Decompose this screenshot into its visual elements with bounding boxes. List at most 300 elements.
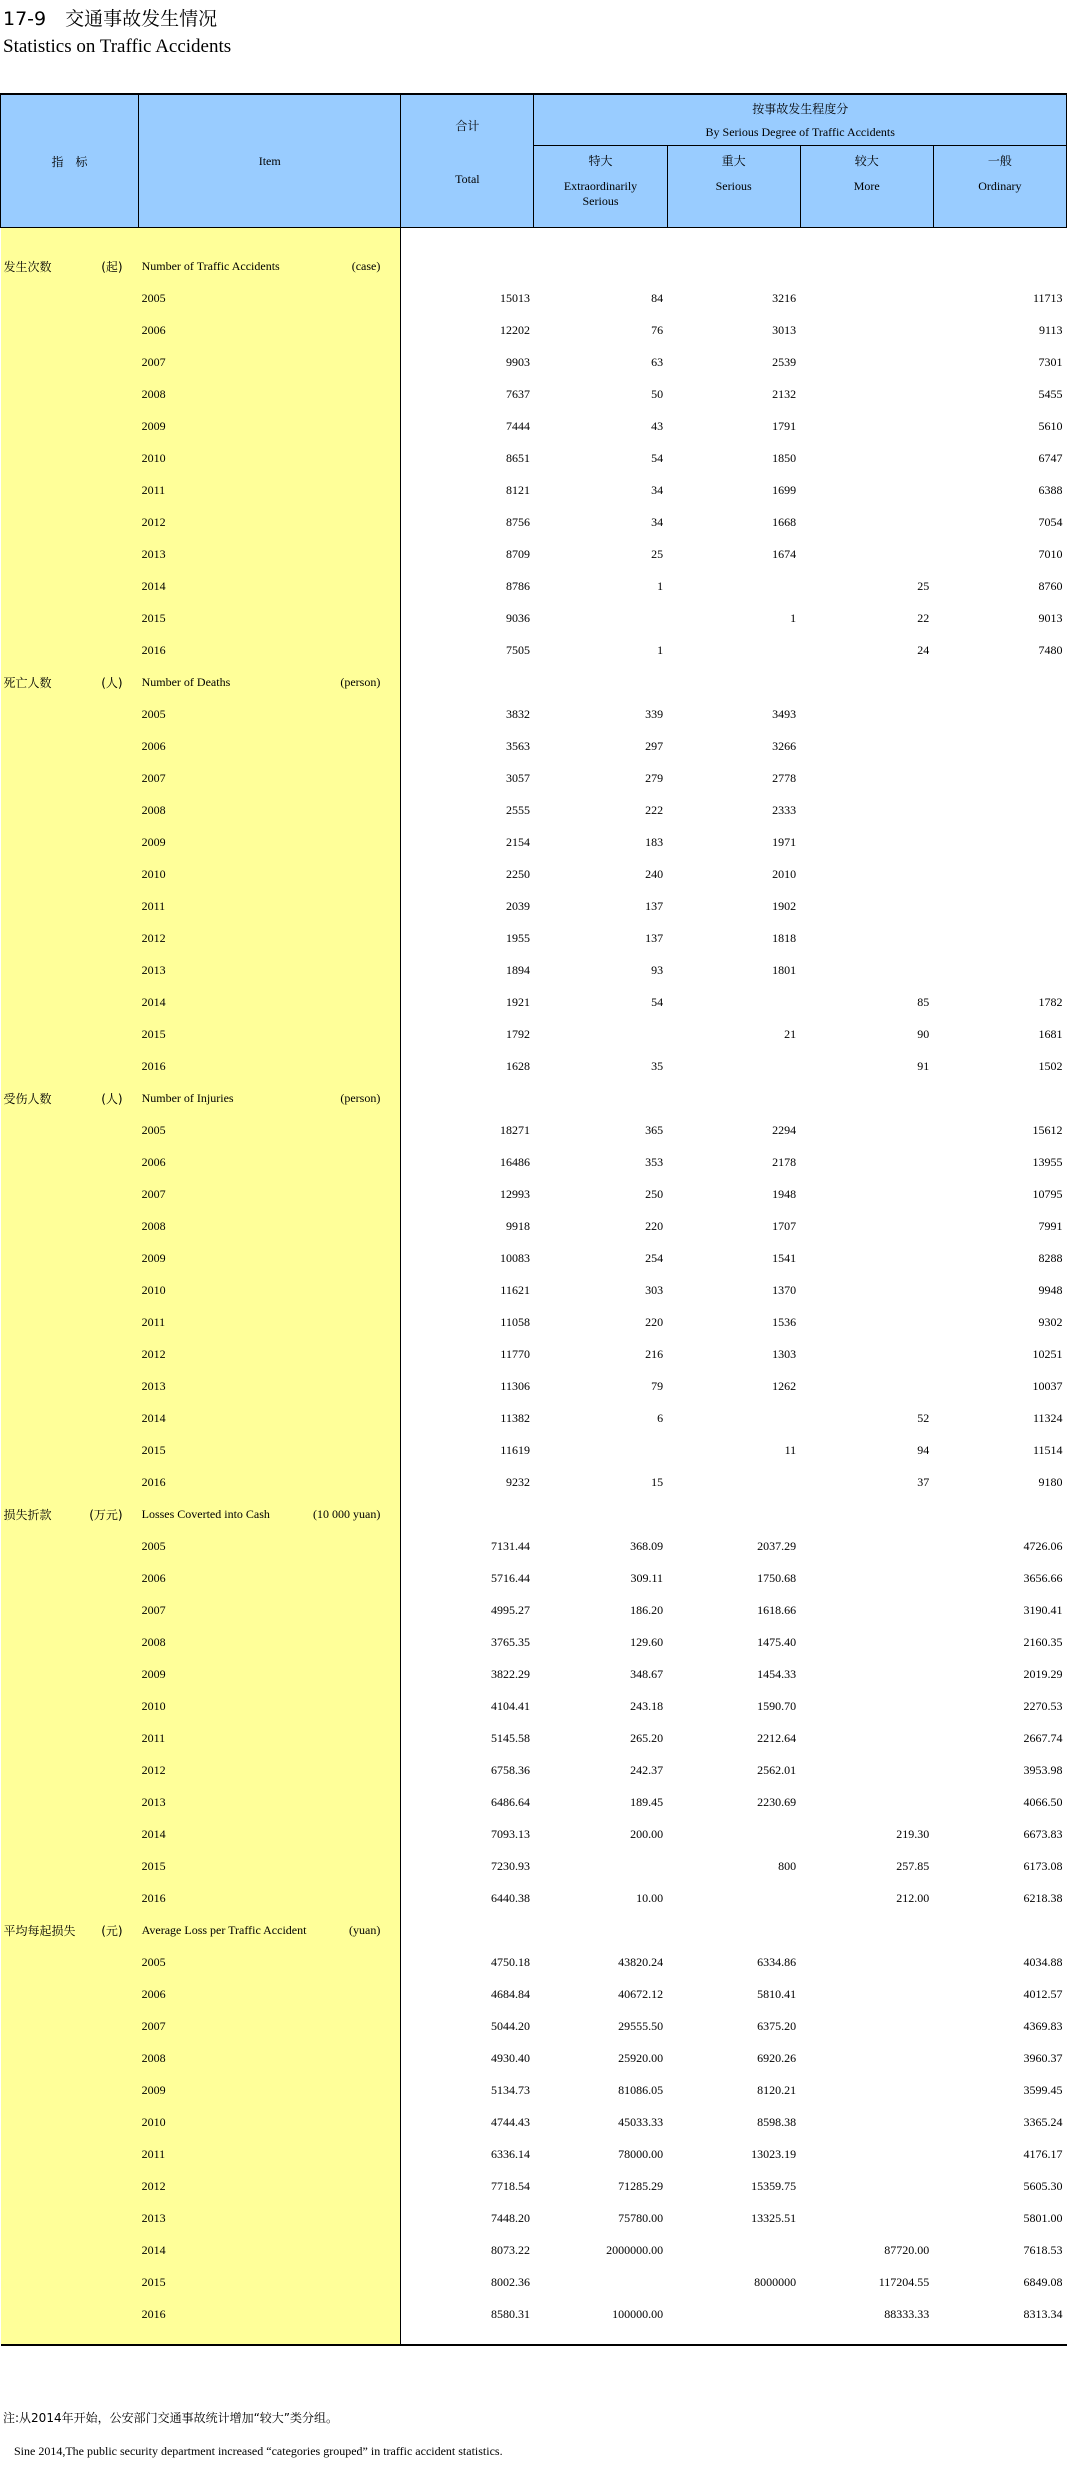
section-unit-cn: (人) bbox=[101, 675, 123, 690]
year-cell bbox=[139, 1306, 401, 1338]
extraordinary-cell: 216 bbox=[645, 1346, 664, 1361]
extraordinary-cell: 348.67 bbox=[630, 1666, 664, 1681]
year-label: 2014 bbox=[141, 1826, 166, 1841]
table-row bbox=[1, 1818, 1067, 1850]
more-cell bbox=[800, 1114, 933, 1146]
ordinary-cell bbox=[933, 698, 1066, 730]
more-cell bbox=[800, 730, 933, 762]
indicator-cell bbox=[1, 954, 139, 986]
year-cell bbox=[139, 1530, 401, 1562]
extraordinary-cell: 189.45 bbox=[630, 1794, 664, 1809]
section-name-en: Number of Injuries bbox=[141, 1090, 234, 1105]
ordinary-cell: 2160.35 bbox=[1023, 1634, 1063, 1649]
indicator-cell bbox=[1, 1690, 139, 1722]
indicator-cell bbox=[1, 410, 139, 442]
year-cell bbox=[139, 730, 401, 762]
more-cell bbox=[800, 2042, 933, 2074]
year-cell bbox=[139, 1402, 401, 1434]
table-row bbox=[1, 1946, 1067, 1978]
extraordinary-cell: 6 bbox=[657, 1410, 664, 1425]
indicator-cell bbox=[1, 1754, 139, 1786]
header-total-cn: 合计 bbox=[455, 119, 480, 133]
serious-cell bbox=[667, 1882, 800, 1914]
table-row bbox=[1, 1530, 1067, 1562]
table-row bbox=[1, 538, 1067, 570]
section-label-cn bbox=[1, 1922, 139, 1939]
empty-cell bbox=[667, 1498, 800, 1530]
more-cell bbox=[800, 794, 933, 826]
serious-cell: 8598.38 bbox=[757, 2114, 797, 2129]
table-row bbox=[1, 1754, 1067, 1786]
indicator-cell bbox=[1, 1466, 139, 1498]
year-cell bbox=[139, 1722, 401, 1754]
year-label: 2011 bbox=[141, 2146, 166, 2161]
serious-cell bbox=[667, 1402, 800, 1434]
table-row bbox=[1, 762, 1067, 794]
table-row bbox=[1, 1978, 1067, 2010]
year-label: 2006 bbox=[141, 1986, 166, 2001]
section-header-row bbox=[1, 666, 1067, 698]
empty-cell bbox=[534, 250, 667, 282]
extraordinary-cell: 45033.33 bbox=[618, 2114, 664, 2129]
header-indicator: 指 标 bbox=[1, 94, 139, 228]
ordinary-cell: 7480 bbox=[1038, 642, 1063, 657]
serious-cell bbox=[667, 986, 800, 1018]
total-cell: 4750.18 bbox=[490, 1954, 530, 1969]
header-serious-en: Serious bbox=[715, 178, 752, 193]
section-name-cn: 受伤人数 bbox=[3, 1091, 52, 1106]
ordinary-cell: 3960.37 bbox=[1023, 2050, 1063, 2065]
table-row bbox=[1, 890, 1067, 922]
total-cell: 11621 bbox=[500, 1282, 530, 1297]
year-label: 2012 bbox=[141, 1762, 166, 1777]
total-cell: 5145.58 bbox=[490, 1730, 530, 1745]
extraordinary-cell: 25920.00 bbox=[618, 2050, 664, 2065]
more-cell: 24 bbox=[917, 642, 930, 657]
more-cell bbox=[800, 1146, 933, 1178]
ordinary-cell: 10037 bbox=[1032, 1378, 1063, 1393]
year-cell bbox=[139, 2138, 401, 2170]
extraordinary-cell: 50 bbox=[651, 386, 664, 401]
table-row bbox=[1, 378, 1067, 410]
table-row bbox=[1, 1786, 1067, 1818]
indicator-cell bbox=[1, 378, 139, 410]
table-row bbox=[1, 570, 1067, 602]
extraordinary-cell: 15 bbox=[651, 1474, 664, 1489]
section-unit-en: (yuan) bbox=[349, 1922, 381, 1937]
year-label: 2016 bbox=[141, 1058, 166, 1073]
header-more bbox=[800, 146, 933, 228]
header-extra-en bbox=[534, 179, 666, 209]
total-cell: 1792 bbox=[505, 1026, 530, 1041]
table-row bbox=[1, 1690, 1067, 1722]
serious-cell: 1791 bbox=[772, 418, 797, 433]
section-indicator-cn bbox=[1, 666, 139, 698]
more-cell bbox=[800, 1274, 933, 1306]
year-label: 2010 bbox=[141, 2114, 166, 2129]
empty-cell bbox=[667, 1082, 800, 1114]
ordinary-cell: 8288 bbox=[1038, 1250, 1063, 1265]
more-cell bbox=[800, 346, 933, 378]
extraordinary-cell: 339 bbox=[645, 706, 664, 721]
more-cell bbox=[800, 1338, 933, 1370]
spacer-cell bbox=[401, 2330, 534, 2345]
indicator-cell bbox=[1, 1946, 139, 1978]
year-cell bbox=[139, 538, 401, 570]
serious-cell: 1948 bbox=[772, 1186, 797, 1201]
indicator-cell bbox=[1, 442, 139, 474]
extraordinary-cell: 303 bbox=[645, 1282, 664, 1297]
indicator-cell bbox=[1, 1050, 139, 1082]
section-header-row bbox=[1, 1498, 1067, 1530]
more-cell bbox=[800, 1786, 933, 1818]
empty-cell bbox=[933, 1498, 1066, 1530]
serious-cell: 3216 bbox=[772, 290, 797, 305]
extraordinary-cell: 250 bbox=[645, 1186, 664, 1201]
year-label: 2011 bbox=[141, 1314, 166, 1329]
indicator-cell bbox=[1, 794, 139, 826]
empty-cell bbox=[800, 666, 933, 698]
more-cell: 25 bbox=[917, 578, 930, 593]
ordinary-cell bbox=[933, 858, 1066, 890]
extraordinary-cell: 242.37 bbox=[630, 1762, 664, 1777]
year-label: 2008 bbox=[141, 2050, 166, 2065]
year-cell bbox=[139, 1882, 401, 1914]
extraordinary-cell: 186.20 bbox=[630, 1602, 664, 1617]
indicator-cell bbox=[1, 602, 139, 634]
more-cell bbox=[800, 538, 933, 570]
serious-cell: 1707 bbox=[772, 1218, 797, 1233]
more-cell: 37 bbox=[917, 1474, 930, 1489]
ordinary-cell: 7054 bbox=[1038, 514, 1063, 529]
ordinary-cell: 6849.08 bbox=[1023, 2274, 1063, 2289]
more-cell bbox=[800, 1658, 933, 1690]
section-unit-cn: (人) bbox=[101, 1091, 123, 1106]
indicator-cell bbox=[1, 858, 139, 890]
year-label: 2011 bbox=[141, 898, 166, 913]
indicator-cell bbox=[1, 2042, 139, 2074]
year-label: 2013 bbox=[141, 2210, 166, 2225]
indicator-cell bbox=[1, 730, 139, 762]
table-row bbox=[1, 474, 1067, 506]
extraordinary-cell: 35 bbox=[651, 1058, 664, 1073]
total-cell: 2250 bbox=[505, 866, 530, 881]
table-row bbox=[1, 1050, 1067, 1082]
ordinary-cell: 1681 bbox=[1038, 1026, 1063, 1041]
serious-cell: 2037.29 bbox=[757, 1538, 797, 1553]
serious-cell: 3493 bbox=[772, 706, 797, 721]
serious-cell bbox=[667, 1466, 800, 1498]
year-cell bbox=[139, 2042, 401, 2074]
more-cell bbox=[800, 474, 933, 506]
total-cell: 12993 bbox=[499, 1186, 530, 1201]
extraordinary-cell: 34 bbox=[651, 514, 664, 529]
serious-cell bbox=[667, 1050, 800, 1082]
serious-cell bbox=[667, 2234, 800, 2266]
total-cell: 8073.22 bbox=[490, 2242, 530, 2257]
serious-cell bbox=[667, 1818, 800, 1850]
section-item-en bbox=[139, 250, 401, 282]
extraordinary-cell: 129.60 bbox=[630, 1634, 664, 1649]
section-name-cn: 死亡人数 bbox=[3, 675, 52, 690]
year-cell bbox=[139, 954, 401, 986]
table-row bbox=[1, 1722, 1067, 1754]
year-label: 2015 bbox=[141, 610, 166, 625]
year-label: 2011 bbox=[141, 482, 166, 497]
spacer-cell bbox=[933, 2330, 1066, 2345]
more-cell bbox=[800, 2202, 933, 2234]
ordinary-cell: 9113 bbox=[1038, 322, 1063, 337]
empty-cell bbox=[933, 1082, 1066, 1114]
extraordinary-cell: 34 bbox=[651, 482, 664, 497]
year-cell bbox=[139, 1434, 401, 1466]
extraordinary-cell: 200.00 bbox=[630, 1826, 664, 1841]
table-row bbox=[1, 1626, 1067, 1658]
indicator-cell bbox=[1, 1370, 139, 1402]
serious-cell: 6920.26 bbox=[757, 2050, 797, 2065]
table-row bbox=[1, 1338, 1067, 1370]
header-serious bbox=[667, 146, 800, 228]
year-cell bbox=[139, 1178, 401, 1210]
spacer-cell bbox=[534, 228, 667, 251]
footnote-cn: 注:从2014年开始，公安部门交通事故统计增加“较大”类分组。 bbox=[3, 2411, 339, 2425]
ordinary-cell: 8313.34 bbox=[1023, 2306, 1063, 2321]
year-cell bbox=[139, 1946, 401, 1978]
indicator-cell bbox=[1, 1338, 139, 1370]
year-cell bbox=[139, 2106, 401, 2138]
extraordinary-cell: 243.18 bbox=[630, 1698, 664, 1713]
more-cell bbox=[800, 1978, 933, 2010]
ordinary-cell: 7301 bbox=[1038, 354, 1063, 369]
section-unit-en: (case) bbox=[351, 258, 381, 273]
header-extra-en-line1: Extraordinarily bbox=[563, 178, 638, 193]
year-label: 2007 bbox=[141, 2018, 166, 2033]
spacer-cell bbox=[800, 228, 933, 251]
indicator-cell bbox=[1, 634, 139, 666]
year-label: 2014 bbox=[141, 2242, 166, 2257]
table-row bbox=[1, 2042, 1067, 2074]
more-cell bbox=[800, 1370, 933, 1402]
serious-cell bbox=[667, 570, 800, 602]
serious-cell: 3266 bbox=[772, 738, 797, 753]
total-cell: 1628 bbox=[505, 1058, 530, 1073]
ordinary-cell: 4726.06 bbox=[1023, 1538, 1063, 1553]
year-label: 2014 bbox=[141, 994, 166, 1009]
year-cell bbox=[139, 314, 401, 346]
extraordinary-cell: 254 bbox=[645, 1250, 664, 1265]
year-label: 2006 bbox=[141, 322, 166, 337]
ordinary-cell: 10795 bbox=[1032, 1186, 1063, 1201]
indicator-cell bbox=[1, 698, 139, 730]
table-row bbox=[1, 1402, 1067, 1434]
total-cell: 5044.20 bbox=[490, 2018, 530, 2033]
serious-cell: 1303 bbox=[772, 1346, 797, 1361]
total-cell: 3832 bbox=[505, 706, 530, 721]
total-cell: 5716.44 bbox=[490, 1570, 530, 1585]
year-cell bbox=[139, 1370, 401, 1402]
table-title-en: Statistics on Traffic Accidents bbox=[3, 36, 232, 57]
table-row bbox=[1, 2074, 1067, 2106]
section-name-en: Losses Coverted into Cash bbox=[141, 1506, 270, 1521]
serious-cell: 1454.33 bbox=[757, 1666, 797, 1681]
serious-cell: 21 bbox=[784, 1026, 797, 1041]
indicator-cell bbox=[1, 1850, 139, 1882]
spacer-cell bbox=[667, 2330, 800, 2345]
indicator-cell bbox=[1, 2010, 139, 2042]
section-header-row bbox=[1, 1914, 1067, 1946]
empty-cell bbox=[401, 1082, 534, 1114]
year-label: 2005 bbox=[141, 1954, 166, 1969]
serious-cell: 1475.40 bbox=[757, 1634, 797, 1649]
ordinary-cell: 1782 bbox=[1038, 994, 1063, 1009]
table-row bbox=[1, 1178, 1067, 1210]
empty-cell bbox=[933, 666, 1066, 698]
year-label: 2009 bbox=[141, 1666, 166, 1681]
indicator-cell bbox=[1, 1146, 139, 1178]
table-row bbox=[1, 794, 1067, 826]
total-cell: 3057 bbox=[505, 770, 530, 785]
spacer-cell bbox=[139, 2330, 401, 2345]
year-cell bbox=[139, 1146, 401, 1178]
total-cell: 11382 bbox=[500, 1410, 530, 1425]
section-label-cn bbox=[1, 1506, 139, 1523]
section-label-cn bbox=[1, 258, 139, 275]
year-cell bbox=[139, 1050, 401, 1082]
indicator-cell bbox=[1, 1978, 139, 2010]
total-cell: 9232 bbox=[505, 1474, 530, 1489]
year-cell bbox=[139, 1978, 401, 2010]
section-label-en bbox=[139, 1923, 401, 1938]
more-cell bbox=[800, 282, 933, 314]
spacer-cell bbox=[667, 228, 800, 251]
header-degree-group bbox=[534, 94, 1067, 146]
serious-cell: 1699 bbox=[772, 482, 797, 497]
year-label: 2007 bbox=[141, 354, 166, 369]
table-row bbox=[1, 2266, 1067, 2298]
indicator-cell bbox=[1, 314, 139, 346]
year-cell bbox=[139, 1754, 401, 1786]
extraordinary-cell: 183 bbox=[645, 834, 664, 849]
indicator-cell bbox=[1, 1786, 139, 1818]
table-row bbox=[1, 698, 1067, 730]
more-cell bbox=[800, 1754, 933, 1786]
year-label: 2012 bbox=[141, 1346, 166, 1361]
year-cell bbox=[139, 378, 401, 410]
total-cell: 8121 bbox=[505, 482, 530, 497]
total-cell: 16486 bbox=[499, 1154, 530, 1169]
total-cell: 8580.31 bbox=[490, 2306, 530, 2321]
empty-cell bbox=[667, 250, 800, 282]
year-label: 2016 bbox=[141, 642, 166, 657]
header-degree-cn: 按事故发生程度分 bbox=[752, 102, 849, 117]
extraordinary-cell: 1 bbox=[657, 578, 664, 593]
total-cell: 2039 bbox=[505, 898, 530, 913]
extraordinary-cell: 84 bbox=[651, 290, 664, 305]
extraordinary-cell: 279 bbox=[645, 770, 664, 785]
table-row bbox=[1, 2138, 1067, 2170]
serious-cell: 13023.19 bbox=[751, 2146, 797, 2161]
year-label: 2016 bbox=[141, 2306, 166, 2321]
footnote-en: Sine 2014,The public security department increased “categories grouped” in traffic accident statistics. bbox=[14, 2444, 503, 2458]
section-indicator-cn bbox=[1, 1914, 139, 1946]
serious-cell: 1536 bbox=[772, 1314, 797, 1329]
year-label: 2012 bbox=[141, 930, 166, 945]
header-extra-en-line2: Serious bbox=[582, 193, 619, 208]
ordinary-cell: 4066.50 bbox=[1023, 1794, 1063, 1809]
table-row bbox=[1, 954, 1067, 986]
serious-cell: 1262 bbox=[772, 1378, 797, 1393]
year-cell bbox=[139, 762, 401, 794]
year-label: 2008 bbox=[141, 1218, 166, 1233]
indicator-cell bbox=[1, 2074, 139, 2106]
indicator-cell bbox=[1, 826, 139, 858]
total-cell: 8651 bbox=[505, 450, 530, 465]
empty-cell bbox=[800, 1914, 933, 1946]
ordinary-cell: 11324 bbox=[1032, 1410, 1063, 1425]
total-cell: 4930.40 bbox=[490, 2050, 530, 2065]
serious-cell: 1971 bbox=[772, 834, 797, 849]
header-more-cn: 较大 bbox=[854, 153, 879, 168]
serious-cell: 6375.20 bbox=[757, 2018, 797, 2033]
year-label: 2013 bbox=[141, 962, 166, 977]
section-unit-cn: (起) bbox=[101, 259, 123, 274]
extraordinary-cell: 43820.24 bbox=[618, 1954, 664, 1969]
total-cell: 8786 bbox=[505, 578, 530, 593]
total-cell: 7131.44 bbox=[490, 1538, 530, 1553]
more-cell bbox=[800, 1242, 933, 1274]
year-cell bbox=[139, 2298, 401, 2330]
table-row bbox=[1, 1658, 1067, 1690]
header-extraordinary bbox=[534, 146, 667, 228]
total-cell: 1894 bbox=[505, 962, 530, 977]
extraordinary-cell bbox=[534, 1434, 667, 1466]
serious-cell bbox=[667, 2298, 800, 2330]
year-cell bbox=[139, 922, 401, 954]
statistics-table bbox=[0, 93, 1067, 2346]
year-label: 2008 bbox=[141, 802, 166, 817]
table-row bbox=[1, 634, 1067, 666]
year-cell bbox=[139, 1018, 401, 1050]
year-label: 2013 bbox=[141, 1794, 166, 1809]
section-label-cn bbox=[1, 674, 139, 691]
total-cell: 9036 bbox=[505, 610, 530, 625]
table-row bbox=[1, 730, 1067, 762]
year-label: 2016 bbox=[141, 1474, 166, 1489]
total-cell: 18271 bbox=[499, 1122, 530, 1137]
year-cell bbox=[139, 2074, 401, 2106]
year-label: 2014 bbox=[141, 1410, 166, 1425]
more-cell bbox=[800, 890, 933, 922]
year-label: 2012 bbox=[141, 2178, 166, 2193]
indicator-cell bbox=[1, 1018, 139, 1050]
more-cell: 257.85 bbox=[896, 1858, 930, 1873]
more-cell bbox=[800, 2170, 933, 2202]
ordinary-cell: 13955 bbox=[1032, 1154, 1063, 1169]
year-label: 2013 bbox=[141, 1378, 166, 1393]
ordinary-cell: 2667.74 bbox=[1023, 1730, 1063, 1745]
serious-cell: 1668 bbox=[772, 514, 797, 529]
year-label: 2010 bbox=[141, 1282, 166, 1297]
section-unit-cn: (万元) bbox=[89, 1507, 123, 1522]
total-cell: 9918 bbox=[505, 1218, 530, 1233]
serious-cell: 1590.70 bbox=[757, 1698, 797, 1713]
table-row bbox=[1, 282, 1067, 314]
table-row bbox=[1, 826, 1067, 858]
year-label: 2013 bbox=[141, 546, 166, 561]
table-row bbox=[1, 1562, 1067, 1594]
indicator-cell bbox=[1, 986, 139, 1018]
section-unit-en: (person) bbox=[340, 1090, 381, 1105]
